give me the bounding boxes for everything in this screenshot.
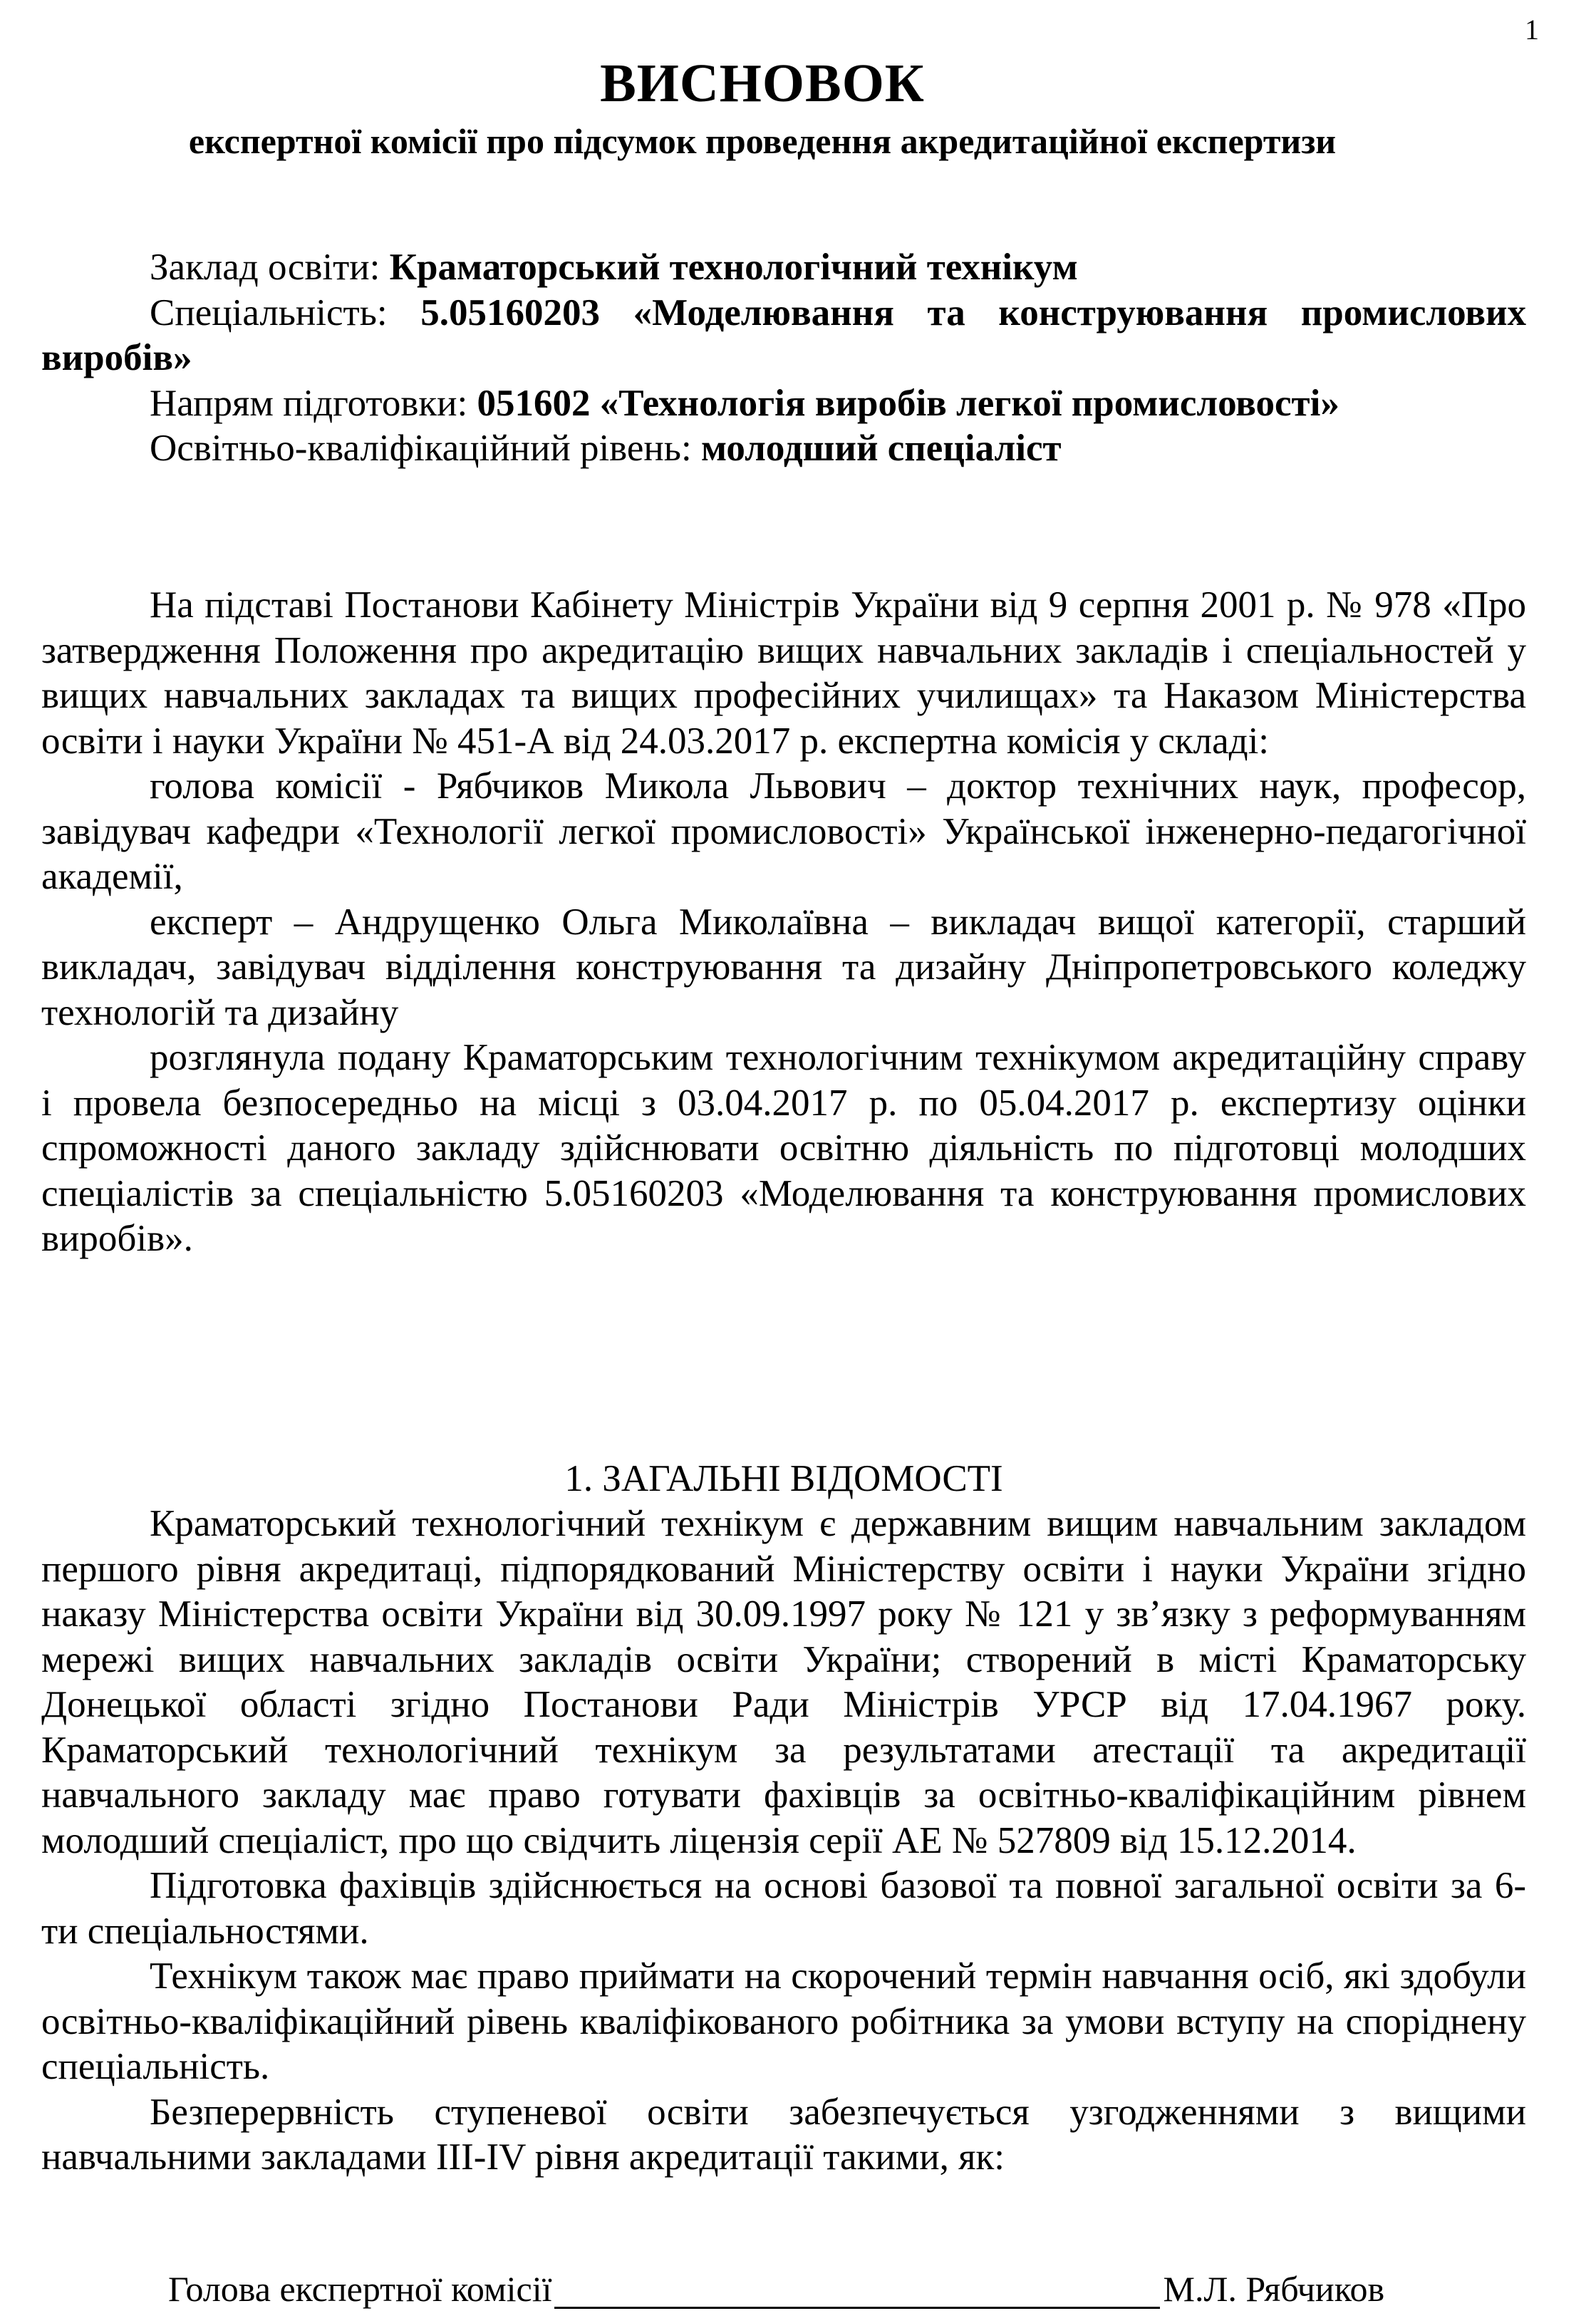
general-paragraph-2: Підготовка фахівців здійснюється на основі базової та повної загальної освіти за 6-ти спеціальностями.	[41, 1865, 1526, 1952]
signature-line	[554, 2275, 1160, 2309]
meta-level-value: молодший спеціаліст	[700, 428, 1062, 469]
general-paragraph-1: Краматорський технологічний технікум є державним вищим навчальним закладом першого рівня акредитаці, підпорядкований Міністерству освіти і науки України згідно наказу Міністерства освіти України від 30.09.1997 року № 121 у зв’язку з реформуванням мережі вищих навчальних закладів освіти України; створений в місті Краматорську Донецької області згідно Постанови Ради Міністрів УРСР від 17.04.1967 року. Краматорський технологічний технікум за результатами атестації та акредитації навчального закладу має право готувати фахівців за освітньо-кваліфікаційним рівнем молодший спеціаліст, про що свідчить ліцензія серії АЕ № 527809 від 15.12.2014.	[41, 1503, 1526, 1861]
meta-level-label: Освітньо-кваліфікаційний рівень:	[150, 428, 701, 469]
meta-specialty-label: Спеціальність:	[150, 291, 421, 334]
document-subtitle: експертної комісії про підсумок проведення акредитаційної експертизи	[188, 121, 1337, 161]
general-paragraph-3: Технікум також має право приймати на скорочений термін навчання осіб, які здобули освітньо-кваліфікаційний рівень кваліфікованого робітника за умови вступу на споріднену спеціальність.	[41, 1955, 1526, 2087]
intro-paragraph-2: голова комісії - Рябчиков Микола Львович – доктор технічних наук, професор, завідувач кафедри «Технології легкої промисловості» Української інженерно-педагогічної академії,	[41, 765, 1526, 897]
meta-direction-value: 051602 «Технологія виробів легкої промисловості»	[477, 382, 1340, 424]
section-heading-general: 1. ЗАГАЛЬНІ ВІДОМОСТІ	[564, 1458, 1003, 1499]
meta-institution	[41, 245, 1526, 291]
accreditation-meta	[41, 245, 1526, 472]
signatory-name: М.Л. Рябчиков	[1163, 2269, 1385, 2309]
general-paragraph-4: Безперервність ступеневої освіти забезпечується узгодженнями з вищими навчальними закладами ІІІ-ІV рівня акредитації такими, як:	[41, 2091, 1526, 2178]
meta-institution-label: Заклад освіти:	[150, 247, 390, 288]
document-title: ВИСНОВОК	[600, 53, 925, 113]
meta-specialty-value: 5.05160203 «Моделювання та конструювання промислових виробів»	[41, 291, 1527, 378]
meta-level	[41, 426, 1526, 472]
meta-direction-label: Напрям підготовки:	[150, 382, 477, 424]
signature-footer	[168, 2269, 1384, 2309]
meta-institution-value: Краматорський технологічний технікум	[389, 247, 1078, 288]
intro-paragraph-1: На підставі Постанови Кабінету Міністрів України від 9 серпня 2001 р. № 978 «Про затвердження Положення про акредитацію вищих навчальних закладів і спеціальностей у вищих навчальних закладах та вищих професійних училищах» та Наказом Міністерства освіти і науки України № 451-А від 24.03.2017 р. експертна комісія у складі:	[41, 584, 1526, 762]
meta-specialty	[41, 291, 1526, 381]
intro-paragraph-3: експерт – Андрущенко Ольга Миколаївна – викладач вищої категорії, старший викладач, завідувач відділення конструювання та дизайну Дніпропетровського коледжу технологій та дизайну	[41, 901, 1526, 1033]
intro-section	[41, 583, 1526, 1262]
general-section	[41, 1501, 1526, 2181]
intro-paragraph-4: розглянула подану Краматорським технологічним технікумом акредитаційну справу і провела безпосередньо на місці з 03.04.2017 р. по 05.04.2017 р. експертизу оцінки спроможності даного закладу здійснювати освітню діяльність по підготовці молодших спеціалістів за спеціальністю 5.05160203 «Моделювання та конструювання промислових виробів».	[41, 1037, 1526, 1259]
meta-direction	[41, 381, 1526, 427]
signature-label: Голова експертної комісії	[168, 2269, 552, 2309]
page-number: 1	[1525, 14, 1539, 46]
